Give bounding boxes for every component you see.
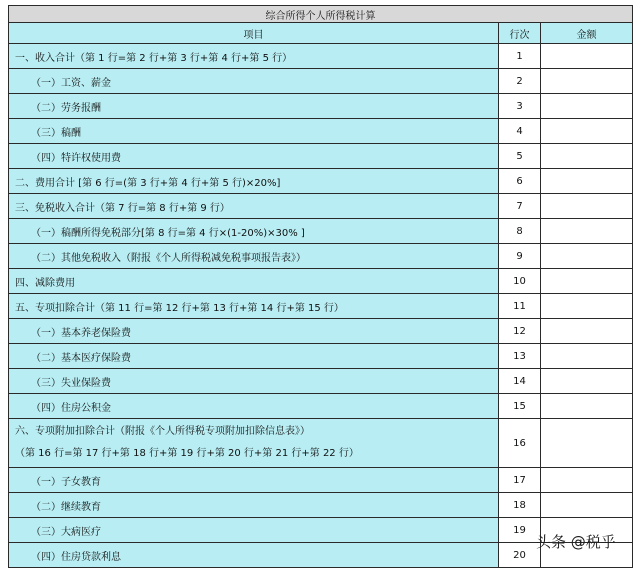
table-title: 综合所得个人所得税计算 <box>9 6 633 23</box>
row-number: 8 <box>499 219 541 244</box>
row-label: （一）子女教育 <box>9 468 499 493</box>
amount-cell[interactable] <box>541 319 633 344</box>
row-label: 一、收入合计（第 1 行=第 2 行+第 3 行+第 4 行+第 5 行） <box>9 44 499 69</box>
tax-form <box>8 5 632 562</box>
row-label: （三）大病医疗 <box>9 518 499 543</box>
table-row <box>9 493 633 518</box>
table-row <box>9 369 633 394</box>
amount-cell[interactable] <box>541 219 633 244</box>
row-number: 15 <box>499 394 541 419</box>
row-number: 9 <box>499 244 541 269</box>
table-row <box>9 69 633 94</box>
row-number: 14 <box>499 369 541 394</box>
table-row <box>9 468 633 493</box>
row-label: 五、专项扣除合计（第 11 行=第 12 行+第 13 行+第 14 行+第 15 行） <box>9 294 499 319</box>
row-number: 16 <box>499 419 541 468</box>
row-label: （四）住房贷款利息 <box>9 543 499 568</box>
amount-cell[interactable] <box>541 119 633 144</box>
amount-cell[interactable] <box>541 194 633 219</box>
table-row <box>9 44 633 69</box>
row-number: 18 <box>499 493 541 518</box>
row-16-line2: （第 16 行=第 17 行+第 18 行+第 19 行+第 20 行+第 21 行+第 22 行） <box>15 448 359 459</box>
table-row <box>9 119 633 144</box>
row-label: 三、免税收入合计（第 7 行=第 8 行+第 9 行） <box>9 194 499 219</box>
table-row <box>9 219 633 244</box>
row-number: 13 <box>499 344 541 369</box>
amount-cell[interactable] <box>541 144 633 169</box>
row-number: 1 <box>499 44 541 69</box>
watermark: 头条 @税乎 <box>536 533 616 551</box>
table-title-row <box>9 6 633 23</box>
table-row <box>9 244 633 269</box>
amount-cell[interactable] <box>541 419 633 468</box>
row-label: （二）继续教育 <box>9 493 499 518</box>
row-number: 6 <box>499 169 541 194</box>
table-row <box>9 319 633 344</box>
table-row <box>9 394 633 419</box>
table-row <box>9 294 633 319</box>
header-row-number: 行次 <box>499 23 541 44</box>
row-number: 17 <box>499 468 541 493</box>
amount-cell[interactable] <box>541 94 633 119</box>
amount-cell[interactable] <box>541 169 633 194</box>
amount-cell[interactable] <box>541 344 633 369</box>
row-label: （四）特许权使用费 <box>9 144 499 169</box>
row-16-line1: 六、专项附加扣除合计（附报《个人所得税专项附加扣除信息表》） <box>15 426 310 437</box>
row-label: （一）稿酬所得免税部分[第 8 行=第 4 行×(1-20%)×30% ] <box>9 219 499 244</box>
amount-cell[interactable] <box>541 294 633 319</box>
table-row <box>9 144 633 169</box>
row-label: （二）劳务报酬 <box>9 94 499 119</box>
amount-cell[interactable] <box>541 394 633 419</box>
amount-cell[interactable] <box>541 468 633 493</box>
row-number: 5 <box>499 144 541 169</box>
table-row <box>9 269 633 294</box>
amount-cell[interactable] <box>541 493 633 518</box>
table-row <box>9 344 633 369</box>
header-amount: 金额 <box>541 23 633 44</box>
amount-cell[interactable] <box>541 369 633 394</box>
amount-cell[interactable] <box>541 269 633 294</box>
row-number: 11 <box>499 294 541 319</box>
row-label: （三）失业保险费 <box>9 369 499 394</box>
row-label: 二、费用合计 [第 6 行=(第 3 行+第 4 行+第 5 行)×20%] <box>9 169 499 194</box>
table-row <box>9 94 633 119</box>
row-number: 20 <box>499 543 541 568</box>
row-label: （二）基本医疗保险费 <box>9 344 499 369</box>
row-label: （四）住房公积金 <box>9 394 499 419</box>
row-number: 4 <box>499 119 541 144</box>
header-item: 项目 <box>9 23 499 44</box>
table-header-row <box>9 23 633 44</box>
row-number: 19 <box>499 518 541 543</box>
row-label: （三）稿酬 <box>9 119 499 144</box>
row-number: 10 <box>499 269 541 294</box>
row-label: （一）工资、薪金 <box>9 69 499 94</box>
table-row-16 <box>9 419 633 468</box>
tax-calculation-table <box>8 5 633 568</box>
row-label: 四、减除费用 <box>9 269 499 294</box>
row-number: 12 <box>499 319 541 344</box>
row-label: （一）基本养老保险费 <box>9 319 499 344</box>
amount-cell[interactable] <box>541 244 633 269</box>
table-row <box>9 194 633 219</box>
row-label: （二）其他免税收入（附报《个人所得税减免税事项报告表》） <box>9 244 499 269</box>
amount-cell[interactable] <box>541 44 633 69</box>
row-16-label <box>9 419 499 468</box>
row-number: 7 <box>499 194 541 219</box>
row-number: 3 <box>499 94 541 119</box>
amount-cell[interactable] <box>541 69 633 94</box>
row-number: 2 <box>499 69 541 94</box>
table-row <box>9 169 633 194</box>
